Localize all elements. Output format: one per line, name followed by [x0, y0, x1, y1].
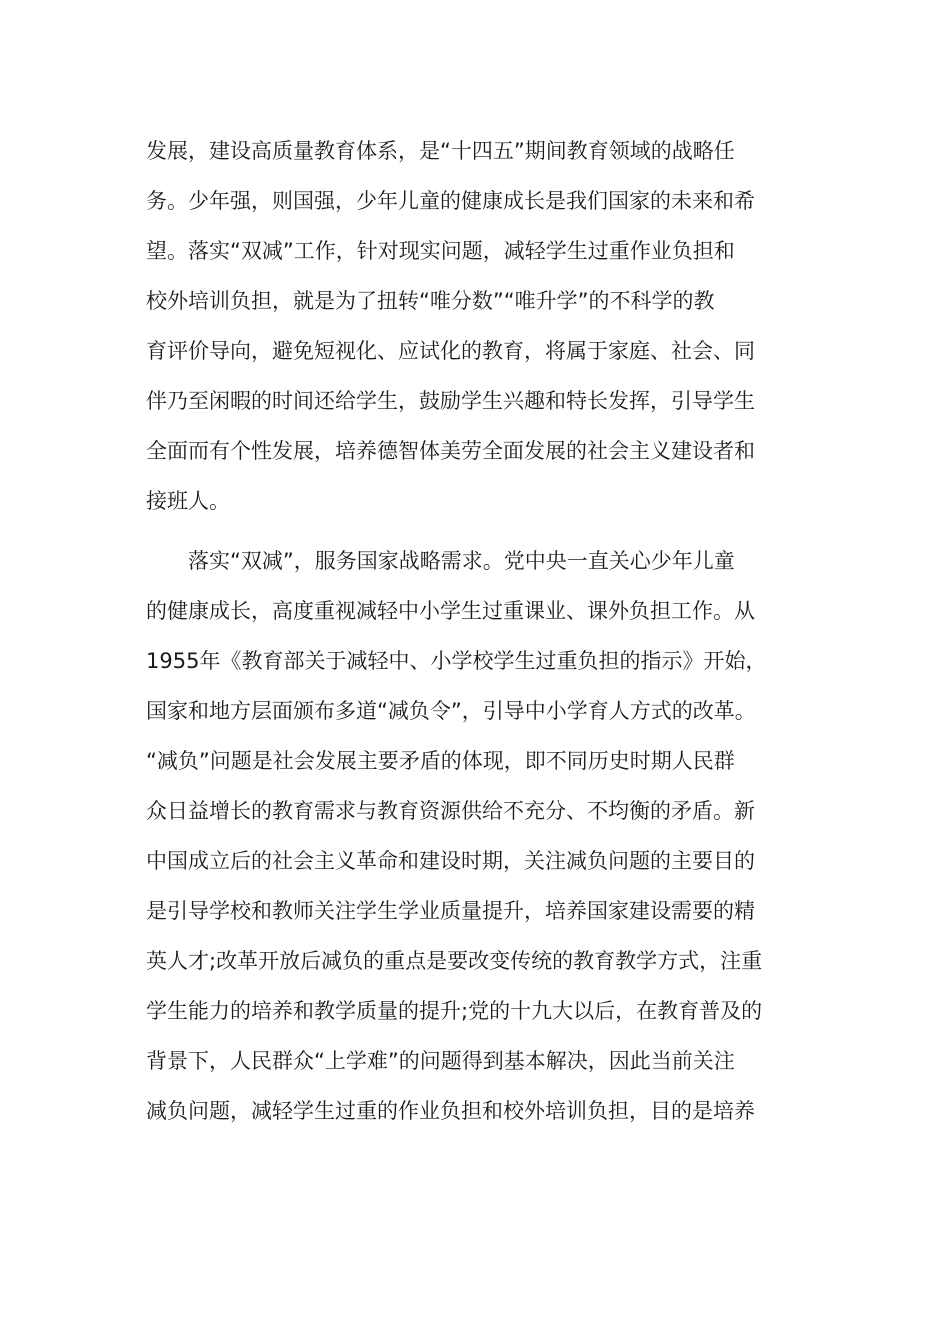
paragraph-2-line-4: 国家和地方层面颁布多道“减负令”，引导中小学育人方式的改革。: [146, 699, 756, 723]
paragraph-2-line-2: 的健康成长，高度重视减轻中小学生过重课业、课外负担工作。从: [146, 599, 755, 623]
paragraph-1-line-7: 全面而有个性发展，培养德智体美劳全面发展的社会主义建设者和: [146, 439, 755, 463]
paragraph-1-line-3: 望。落实“双减”工作，针对现实问题，减轻学生过重作业负担和: [146, 239, 735, 263]
paragraph-1-line-2: 务。少年强，则国强，少年儿童的健康成长是我们国家的未来和希: [146, 189, 755, 213]
paragraph-2-line-12: 减负问题，减轻学生过重的作业负担和校外培训负担，目的是培养: [146, 1099, 755, 1123]
paragraph-2-line-7: 中国成立后的社会主义革命和建设时期，关注减负问题的主要目的: [146, 849, 755, 873]
paragraph-2-line-10: 学生能力的培养和教学质量的提升;党的十九大以后，在教育普及的: [146, 999, 763, 1023]
paragraph-1-line-1: 发展，建设高质量教育体系，是“十四五”期间教育领域的战略任: [146, 139, 735, 163]
paragraph-1-line-5: 育评价导向，避免短视化、应试化的教育，将属于家庭、社会、同: [146, 339, 755, 363]
paragraph-1-line-8: 接班人。: [146, 489, 230, 513]
paragraph-2-line-1: 落实“双减”，服务国家战略需求。党中央一直关心少年儿童: [188, 549, 735, 573]
paragraph-2-line-5: “减负”问题是社会发展主要矛盾的体现，即不同历史时期人民群: [146, 749, 735, 773]
paragraph-2-line-3: 1955年《教育部关于减轻中、小学校学生过重负担的指示》开始，: [146, 649, 767, 673]
paragraph-2-line-9: 英人才;改革开放后减负的重点是要改变传统的教育教学方式，注重: [146, 949, 763, 973]
paragraph-2-line-11: 背景下，人民群众“上学难”的问题得到基本解决，因此当前关注: [146, 1049, 735, 1073]
paragraph-1-line-6: 伴乃至闲暇的时间还给学生，鼓励学生兴趣和特长发挥，引导学生: [146, 389, 755, 413]
paragraph-2-line-8: 是引导学校和教师关注学生学业质量提升，培养国家建设需要的精: [146, 899, 755, 923]
paragraph-1-line-4: 校外培训负担，就是为了扭转“唯分数”“唯升学”的不科学的教: [146, 289, 715, 313]
paragraph-2-line-6: 众日益增长的教育需求与教育资源供给不充分、不均衡的矛盾。新: [146, 799, 755, 823]
